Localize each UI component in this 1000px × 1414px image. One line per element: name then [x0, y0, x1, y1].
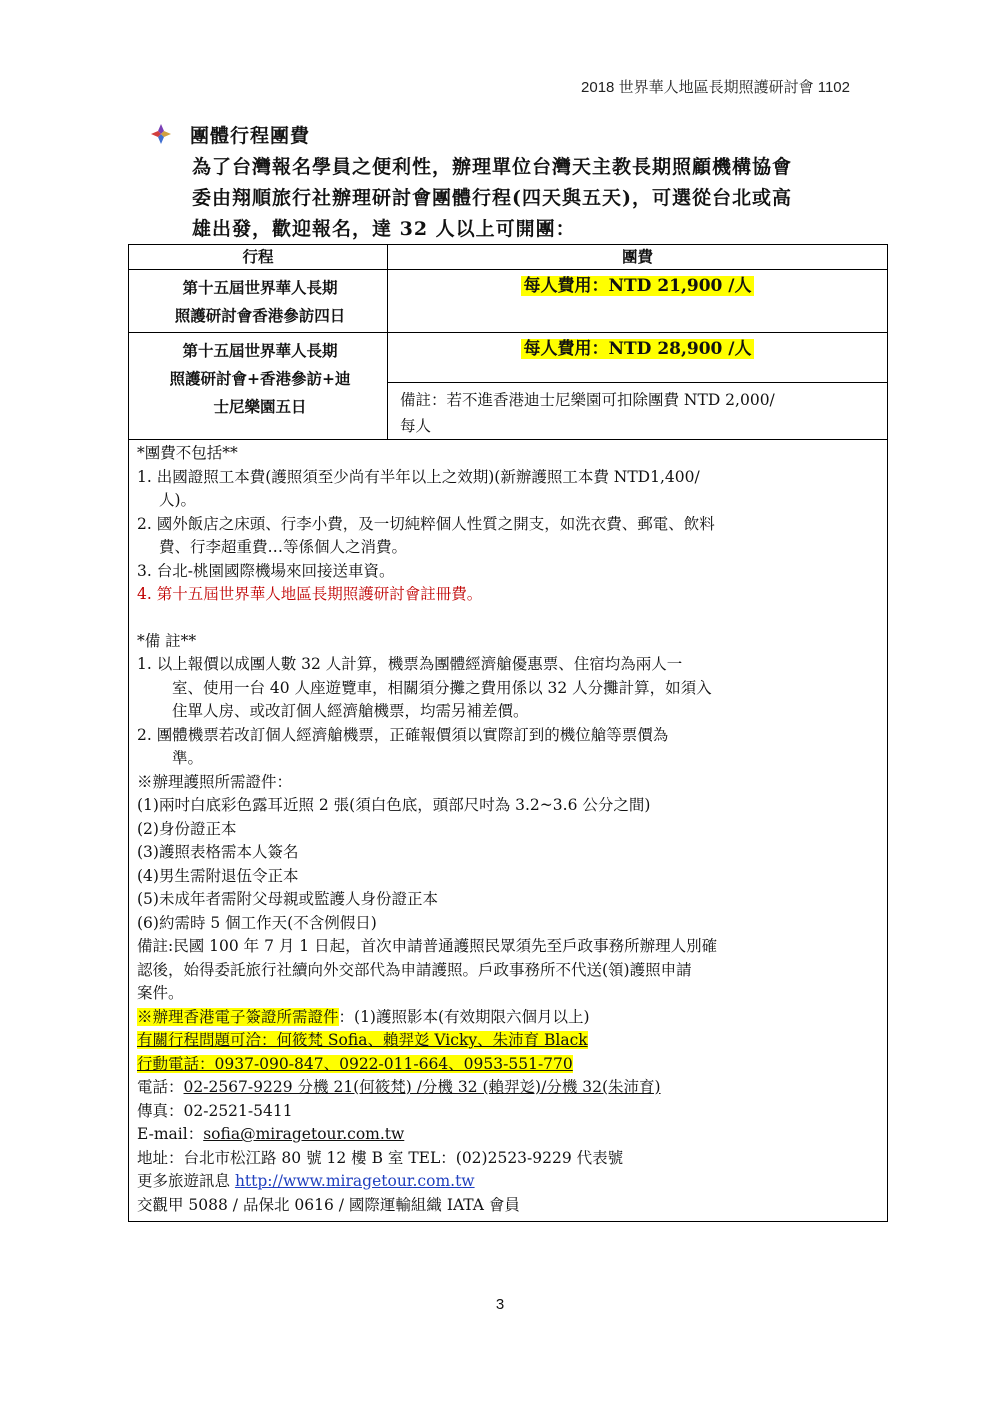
license-line: 交觀甲 5088 / 品保北 0616 / 國際運輸組織 IATA 會員 — [137, 1195, 520, 1214]
section-title: 團體行程團費 — [190, 124, 311, 147]
registration-fee-text: 第十五屆世界華人地區長期照護研討會註冊費。 — [156, 585, 483, 603]
col-fee-header: 團費 — [621, 247, 653, 266]
list-item-cont: 住單人房、或改訂個人經濟艙機票，均需另補差價。 — [172, 702, 529, 720]
list-item: 2. 團體機票若改訂個人經濟艙機票，正確報價須以實際訂到的機位艙等票價為 — [137, 725, 669, 744]
address-line: 地址：台北市松江路 80 號 12 樓 B 室 TEL：(02)2523-9229 代表號 — [137, 1148, 624, 1167]
exclusions-heading: *團費不包括** — [137, 444, 238, 462]
running-header: 2018 世界華人地區長期照護研討會 1102 — [581, 79, 850, 96]
passport-note-line: 認後，始得委託旅行社續向外交部代為申請護照。戶政事務所不代送(領)護照申請 — [137, 960, 692, 979]
passport-note-line: 備註:民國 100 年 7 月 1 日起，首次申請普通護照民眾須先至戶政事務所辦理人別確 — [137, 937, 718, 955]
website-line — [137, 1170, 717, 1194]
passport-note-line: 案件。 — [137, 984, 184, 1002]
trip-name — [129, 270, 388, 332]
inquiry-text: 有關行程問題可洽：何筱梵 Sofia、賴羿彣 Vicky、朱沛育 Black — [137, 1031, 588, 1049]
intro-line: 委由翔順旅行社辦理研討會團體行程(四天與五天)，可選從台北或高 — [192, 187, 792, 209]
email-line — [137, 1123, 717, 1147]
fax-line: 傳真：02-2521-5411 — [137, 1101, 293, 1120]
diamond-bullet-icon — [150, 123, 172, 145]
trip-name — [129, 333, 388, 439]
details-row — [129, 440, 887, 1221]
fee-note — [388, 383, 887, 439]
tour-table — [128, 244, 888, 1222]
list-item-cont: 室、使用一台 40 人座遊覽車，相關須分攤之費用係以 32 人分攤計算，如須入 — [172, 678, 712, 697]
phone-number: 02-2567-9229 分機 21(何筱梵) /分機 32 (賴羿彣)/分機 32(朱沛育) — [183, 1078, 661, 1096]
list-item-number: 4. — [137, 585, 157, 603]
email-label: E-mail： — [137, 1125, 204, 1143]
website-label: 更多旅遊訊息 — [137, 1172, 235, 1190]
list-item-cont: 費、行李超重費…等係個人之消費。 — [159, 538, 408, 556]
phone-line — [137, 1076, 717, 1100]
table-row — [129, 333, 887, 440]
trip-name-line: 第十五屆世界華人長期 — [182, 341, 338, 360]
hk-visa-label: ※辦理香港電子簽證所需證件 — [137, 1007, 339, 1026]
hk-visa-line — [137, 1006, 717, 1030]
list-item: 3. 台北-桃園國際機場來回接送車資。 — [137, 561, 395, 580]
price-highlight: 每人費用：NTD 21,900 /人 — [523, 276, 752, 296]
list-item-cont: 人)。 — [159, 491, 197, 509]
trip-name-line: 第十五屆世界華人長期 — [182, 278, 338, 297]
list-item: 1. 出國證照工本費(護照須至少尚有半年以上之效期)(新辦護照工本費 NTD1,400/ — [137, 467, 700, 486]
list-item-cont: 準。 — [172, 749, 204, 767]
trip-name-line: 士尼樂園五日 — [213, 397, 307, 416]
trip-fee — [388, 333, 887, 439]
section-group-tour — [150, 120, 860, 245]
list-item: (5)未成年者需附父母親或監護人身份證正本 — [137, 890, 438, 908]
fee-note-line: 每人 — [400, 417, 432, 435]
mobile-line — [137, 1053, 717, 1077]
list-item — [137, 583, 717, 607]
list-item: (6)約需時 5 個工作天(不含例假日) — [137, 913, 377, 932]
page-number: 3 — [495, 1296, 505, 1313]
trip-name-line: 照護研討會香港參訪四日 — [174, 306, 346, 325]
email-link[interactable]: sofia@miragetour.com.tw — [203, 1125, 405, 1143]
details-body — [129, 440, 723, 1221]
list-item: (4)男生需附退伍令正本 — [137, 866, 299, 885]
inquiry-line — [137, 1029, 717, 1053]
section-title-row — [150, 120, 860, 148]
fee-note-line: 備註：若不進香港迪士尼樂園可扣除團費 NTD 2,000/ — [400, 391, 775, 409]
passport-heading: ※辦理護照所需證件： — [137, 772, 293, 791]
list-item: 2. 國外飯店之床頭、行李小費，及一切純粹個人性質之開支，如洗衣費、郵電、飲料 — [137, 514, 715, 533]
list-item: 1. 以上報價以成團人數 32 人計算，機票為團體經濟艙優惠票、住宿均為兩人一 — [137, 655, 683, 673]
hk-visa-rest: ：(1)護照影本(有效期限六個月以上) — [338, 1007, 590, 1026]
phone-label: 電話： — [137, 1078, 184, 1096]
list-item: (2)身份證正本 — [137, 819, 237, 838]
list-item: (3)護照表格需本人簽名 — [137, 843, 299, 861]
list-item: (1)兩吋白底彩色露耳近照 2 張(須白色底，頭部尺吋為 3.2~3.6 公分之間) — [137, 796, 651, 814]
trip-fee — [388, 270, 887, 332]
intro-line: 為了台灣報名學員之便利性，辦理單位台灣天主教長期照顧機構協會 — [192, 156, 793, 178]
remarks-heading: *備 註** — [137, 631, 197, 650]
price-box — [388, 333, 887, 383]
intro-line: 雄出發，歡迎報名，達 32 人以上可開團： — [192, 218, 576, 240]
mobile-text: 行動電話：0937-090-847、0922-011-664、0953-551-770 — [137, 1054, 573, 1073]
trip-name-line: 照護研討會+香港參訪+迪 — [169, 369, 351, 388]
table-header-row — [129, 245, 887, 270]
intro-paragraph — [192, 152, 860, 245]
price-highlight: 每人費用：NTD 28,900 /人 — [523, 339, 752, 359]
website-link[interactable]: http://www.miragetour.com.tw — [234, 1172, 475, 1190]
table-row — [129, 270, 887, 333]
col-itinerary-header: 行程 — [129, 245, 388, 269]
